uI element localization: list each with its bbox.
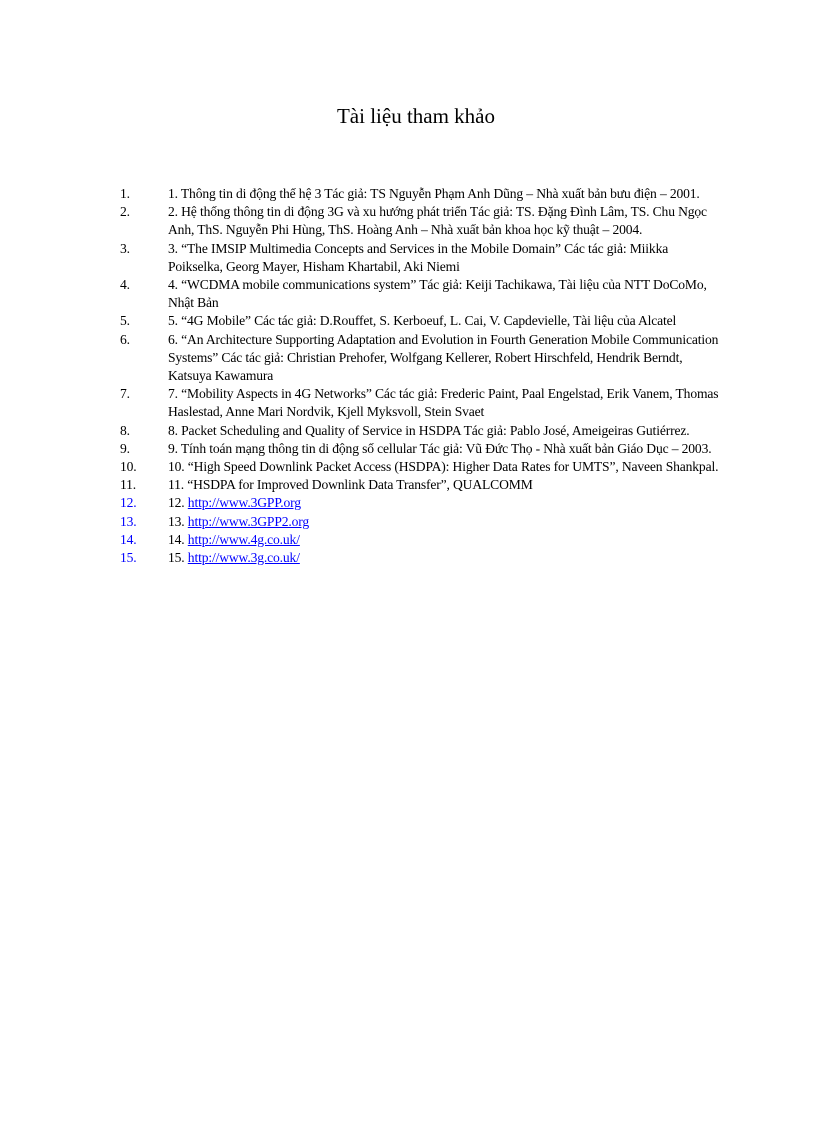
reference-item — [120, 494, 720, 512]
reference-item — [120, 240, 720, 276]
reference-prefix: 14. — [168, 531, 188, 547]
reference-number: 2. — [120, 204, 130, 220]
reference-prefix: 15. — [168, 550, 188, 566]
reference-number: 13. — [120, 513, 137, 529]
reference-text: 5. “4G Mobile” Các tác giả: D.Rouffet, S. Kerboeuf, L. Cai, V. Capdevielle, Tài liệu của Alcatel — [168, 313, 677, 329]
reference-text: 8. Packet Scheduling and Quality of Service in HSDPA Tác giả: Pablo José, Ameigeiras Gutiérrez. — [168, 422, 690, 438]
reference-prefix: 12. — [168, 495, 188, 511]
reference-number: 8. — [120, 422, 130, 438]
reference-text: 3. “The IMSIP Multimedia Concepts and Services in the Mobile Domain” Các tác giả: Miikka Poikselka, Georg Mayer, Hisham Khartabil, Aki Niemi — [168, 240, 669, 274]
reference-number: 6. — [120, 331, 130, 347]
reference-text: 6. “An Architecture Supporting Adaptation and Evolution in Fourth Generation Mobile Communication Systems” Các tác giả: Christian Prehofer, Wolfgang Kellerer, Robert Hirschfeld, Hendrik Berndt, Katsuya Kawamura — [168, 331, 719, 384]
reference-text: 4. “WCDMA mobile communications system” Tác giả: Keiji Tachikawa, Tài liệu của NTT DoCoMo, Nhật Bản — [168, 277, 707, 311]
reference-item — [120, 276, 720, 312]
reference-link[interactable]: http://www.3g.co.uk/ — [187, 550, 300, 566]
reference-item — [120, 312, 720, 330]
reference-number: 15. — [120, 550, 137, 566]
reference-item — [120, 385, 720, 421]
reference-item — [120, 476, 720, 494]
reference-number: 9. — [120, 440, 130, 456]
reference-text: 1. Thông tin di động thế hệ 3 Tác giả: TS Nguyễn Phạm Anh Dũng – Nhà xuất bản bưu điện – 2001. — [168, 186, 700, 201]
reference-item — [120, 203, 720, 239]
reference-number: 10. — [120, 459, 137, 475]
reference-text: 7. “Mobility Aspects in 4G Networks” Các tác giả: Frederic Paint, Paal Engelstad, Erik Vanem, Thomas Haslestad, Anne Mari Nordvik, Kjell Myksvoll, Stein Svaet — [168, 386, 719, 420]
reference-number: 4. — [120, 277, 130, 293]
reference-prefix: 13. — [168, 513, 188, 529]
reference-item — [120, 185, 720, 203]
reference-item — [120, 440, 720, 458]
reference-item — [120, 331, 720, 386]
reference-text: 9. Tính toán mạng thông tin di động số cellular Tác giả: Vũ Đức Thọ - Nhà xuất bản Giáo Dục – 2003. — [168, 440, 712, 456]
reference-text: 10. “High Speed Downlink Packet Access (HSDPA): Higher Data Rates for UMTS”, Naveen Shankpal. — [168, 459, 719, 475]
reference-link[interactable]: http://www.4g.co.uk/ — [187, 531, 300, 547]
page-title: Tài liệu tham khảo — [336, 104, 496, 128]
reference-text: 11. “HSDPA for Improved Downlink Data Transfer”, QUALCOMM — [168, 477, 533, 493]
reference-item — [120, 422, 720, 440]
reference-number: 7. — [120, 386, 130, 402]
reference-item — [120, 513, 720, 531]
reference-number: 14. — [120, 531, 137, 547]
reference-item — [120, 531, 720, 549]
reference-number: 11. — [120, 477, 137, 493]
reference-item — [120, 458, 720, 476]
reference-number: 5. — [120, 313, 130, 329]
reference-number: 1. — [120, 186, 130, 201]
reference-number: 12. — [120, 495, 137, 511]
reference-item — [120, 549, 720, 567]
reference-list — [120, 185, 720, 567]
reference-link[interactable]: http://www.3GPP2.org — [187, 513, 310, 529]
reference-text: 2. Hệ thống thông tin di động 3G và xu hướng phát triển Tác giả: TS. Đặng Đình Lâm, TS. Chu Ngọc Anh, ThS. Nguyễn Phi Hùng, ThS. Hoàng Anh – Nhà xuất bản khoa học kỹ thuật – 2004. — [168, 204, 707, 238]
reference-number: 3. — [120, 240, 130, 256]
reference-link[interactable]: http://www.3GPP.org — [187, 495, 301, 511]
